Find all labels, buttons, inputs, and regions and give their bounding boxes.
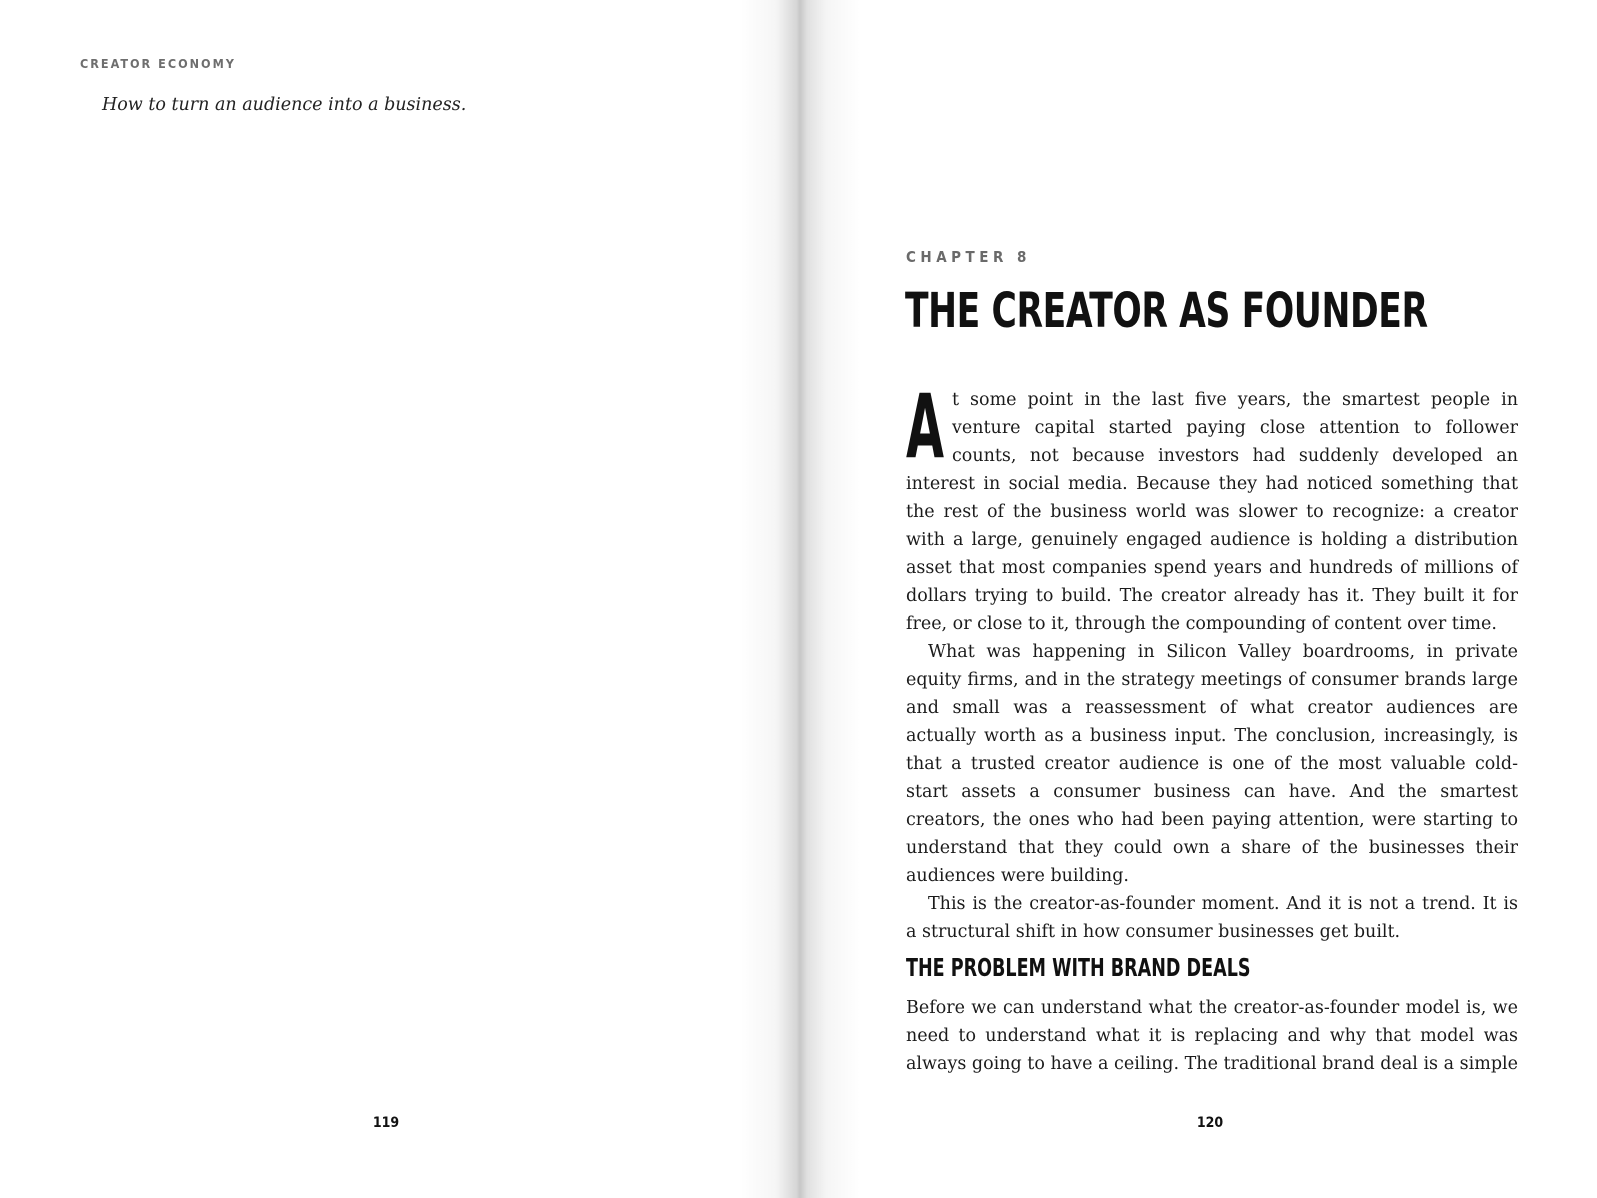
running-head: CREATOR ECONOMY xyxy=(80,56,236,71)
chapter-body xyxy=(906,375,1518,946)
body-paragraph: Before we can understand what the creator-as-founder model is, we need to understand what it is replacing and why that model was always going to have a ceiling. The traditional brand deal is a simple xyxy=(906,998,1518,1074)
left-page xyxy=(0,0,790,1198)
section-body xyxy=(906,994,1518,1078)
body-paragraph-text: t some point in the last five years, the smartest people in venture capital started paying close attention to follower counts, not because investors had suddenly developed an interest in social media. Because they had noticed something that the rest of the business world was slower to recognize: a creator with a large, genuinely engaged audience is holding a distribution asset that most companies spend years and hundreds of millions of dollars trying to build. The creator already has it. They built it for free, or close to it, through the compounding of content over time. xyxy=(906,390,1518,634)
page-number-left: 119 xyxy=(372,1115,400,1131)
chapter-label: CHAPTER 8 xyxy=(906,248,1031,266)
drop-cap: A xyxy=(906,375,944,478)
chapter-title: THE CREATOR AS FOUNDER xyxy=(905,283,1428,339)
tagline: How to turn an audience into a business. xyxy=(102,95,467,115)
body-paragraph: What was happening in Silicon Valley boardrooms, in private equity firms, and in the strategy meetings of consumer brands large and small was a reassessment of what creator audiences are actually worth as a business input. The conclusion, increasingly, is that a trusted creator audience is one of the most valuable cold-start assets a consumer business can have. And the smartest creators, the ones who had been paying attention, were starting to understand that they could own a share of the businesses their audiences were building. xyxy=(906,642,1518,886)
body-paragraph xyxy=(906,375,1518,638)
body-paragraph: This is the creator-as-founder moment. And it is not a trend. It is a structural shift in how consumer businesses get built. xyxy=(906,894,1518,942)
page-number-right: 120 xyxy=(1196,1115,1224,1131)
section-heading: THE PROBLEM WITH BRAND DEALS xyxy=(906,953,1251,982)
